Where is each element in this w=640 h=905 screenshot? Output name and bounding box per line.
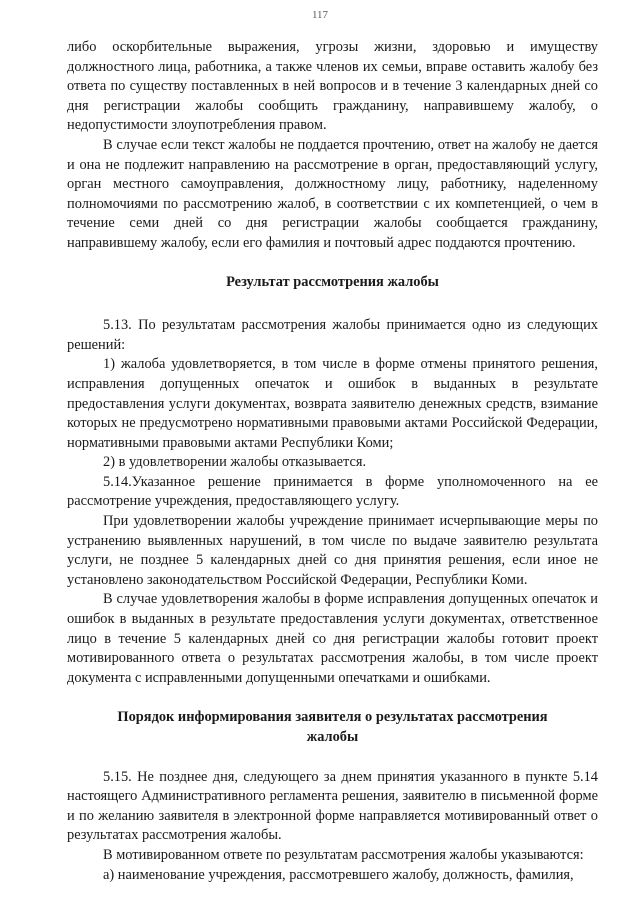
list-item: 2) в удовлетворении жалобы отказывается. (103, 454, 367, 471)
page-number: 117 (311, 9, 329, 21)
paragraph: В случае удовлетворения жалобы в форме исправления допущенных опечаток и ошибок в выданных в результате предоставления услуги документах, ответственное лицо в течение 5 календарных дней со дня регистрации жалобы готовит проект мотивированного ответа о результатах рассмотрения жалобы, в том числе проект документа с исправленными допущенными опечатками и ошибками. (67, 591, 598, 686)
paragraph: 5.13. По результатам рассмотрения жалобы принимается одно из следующих решений: (67, 317, 598, 353)
heading-line: жалобы (306, 729, 359, 745)
paragraph: 5.14.Указанное решение принимается в форме уполномоченного на ее рассмотрение учреждения, предоставляющего услугу. (67, 473, 598, 510)
paragraph: При удовлетворении жалобы учреждение принимает исчерпывающие меры по устранению выявленных нарушений, в том числе по выдаче заявителю результата услуги, не позднее 5 календарных дней со дня принятия решения, если иное не установлено законодательством Российской Федерации, Республики Коми. (67, 513, 598, 588)
list-item: а) наименование учреждения, рассмотревшего жалобу, должность, фамилия, (103, 866, 574, 883)
section-heading: Результат рассмотрения жалобы (226, 273, 439, 290)
document-body (67, 38, 598, 885)
section-heading (67, 708, 598, 747)
paragraph: В случае если текст жалобы не поддается прочтению, ответ на жалобу не дается и она не подлежит направлению на рассмотрение в орган, предоставляющий услугу, орган местного самоуправления, должностному лицу, работнику, наделенному полномочиями по рассмотрению жалоб, в соответствии с их компетенцией, о чем в течение семи дней со дня регистрации жалобы сообщается гражданину, направившему жалобу, если его фамилия и почтовый адрес поддаются прочтению. (67, 136, 598, 251)
paragraph: В мотивированном ответе по результатам рассмотрения жалобы указываются: (103, 846, 584, 863)
paragraph: либо оскорбительные выражения, угрозы жизни, здоровью и имуществу должностного лица, работника, а также членов их семьи, вправе оставить жалобу без ответа по существу поставленных в ней вопросов и в течение 3 календарных дней со дня регистрации жалобы сообщить гражданину, направившему жалобу, о недопустимости злоупотребления правом. (67, 39, 598, 134)
list-item: 1) жалоба удовлетворяется, в том числе в форме отмены принятого решения, исправления допущенных опечаток и ошибок в выданных в результате предоставления услуги документах, возврата заявителю денежных средств, взимание которых не предусмотрено нормативными правовыми актами Российской Федерации, нормативными правовыми актами Республики Коми; (67, 356, 598, 451)
heading-line: Порядок информирования заявителя о результатах рассмотрения (117, 709, 548, 726)
paragraph: 5.15. Не позднее дня, следующего за днем принятия указанного в пункте 5.14 настоящего Административного регламента решения, заявителю в письменной форме и по желанию заявителя в электронной форме направляется мотивированный ответ о результатах рассмотрения жалобы. (67, 768, 598, 844)
